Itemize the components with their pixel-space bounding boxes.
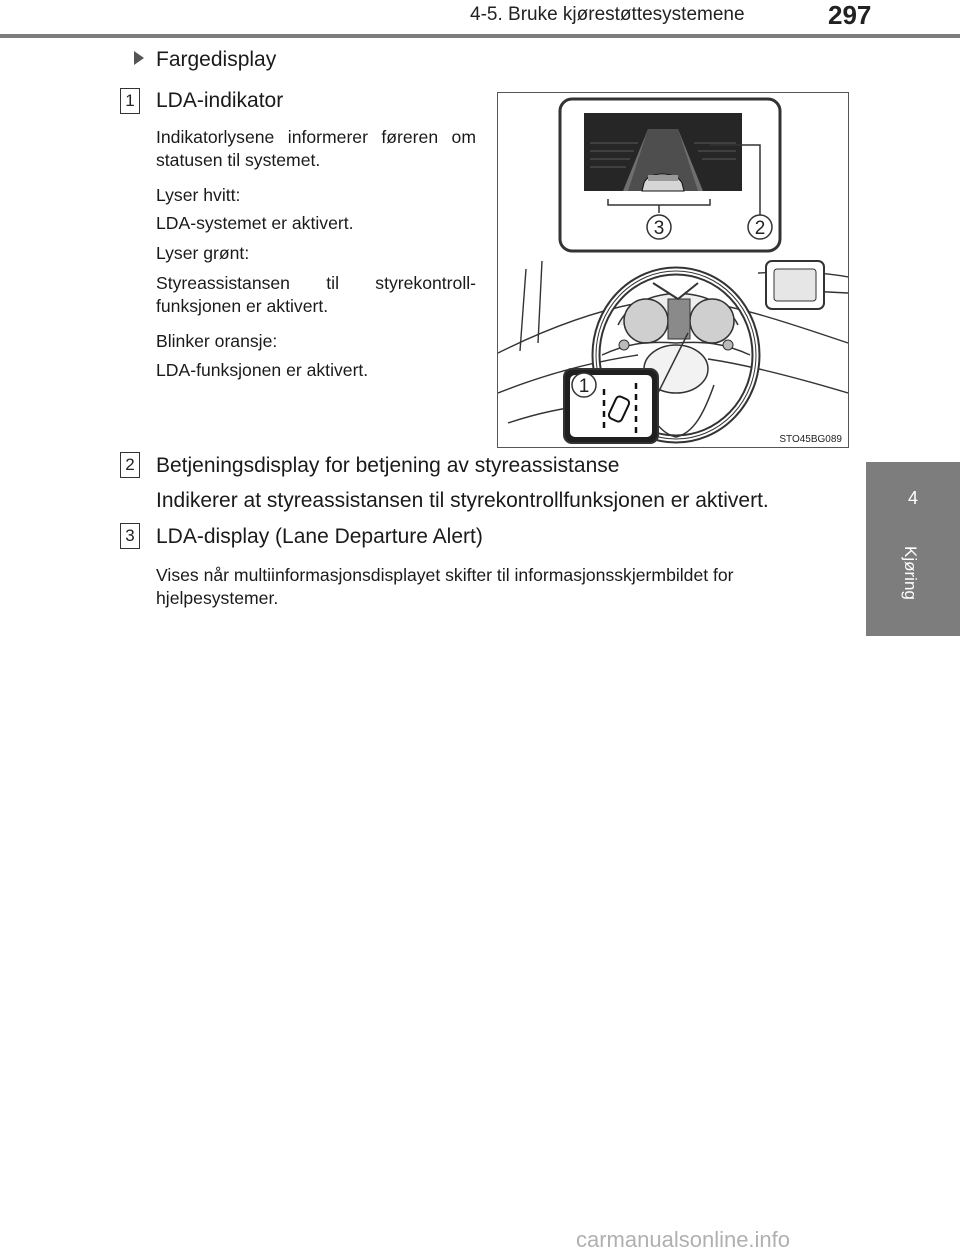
item1-paragraph-2: Lyser hvitt:: [156, 185, 241, 205]
item2-paragraph: Indikerer at styreassistansen til styrekontrollfunksjonen er aktivert.: [156, 489, 769, 512]
item-title-2: Betjeningsdisplay for betjening av styreassistanse: [156, 454, 620, 477]
item-number-3: 3: [120, 523, 140, 549]
item-number-1: 1: [120, 88, 140, 114]
callout-2-label: 2: [754, 218, 766, 239]
item1-paragraph-1: Indikatorlysene informerer føreren om statusen til systemet.: [156, 127, 476, 170]
chapter-tab: [866, 462, 960, 540]
dashboard-figure: [497, 92, 849, 448]
section-heading-text: Fargedisplay: [156, 48, 277, 71]
item1-paragraph-5: Styreassistansen til styrekontroll-funksjonen er aktivert.: [156, 273, 476, 316]
page-number: 297: [828, 0, 872, 30]
triangle-arrow-icon: [134, 51, 144, 65]
item3-paragraph: Vises når multiinformasjonsdisplayet skifter til informasjonsskjermbildet for hjelpesystemer.: [156, 565, 734, 608]
figure-code: STO45BG089: [779, 434, 842, 445]
item-title-3: LDA-display (Lane Departure Alert): [156, 525, 483, 548]
footer-watermark: carmanualsonline.info: [576, 1227, 791, 1252]
header-rule: [0, 34, 960, 38]
item1-paragraph-4: Lyser grønt:: [156, 243, 250, 263]
callout-3-label: 3: [653, 218, 665, 239]
chapter-side-strip: [866, 540, 960, 636]
item-number-2: 2: [120, 452, 140, 478]
item1-paragraph-6: Blinker oransje:: [156, 331, 278, 351]
section-heading: [134, 48, 276, 72]
item-title-1: LDA-indikator: [156, 89, 284, 112]
item1-paragraph-7: LDA-funksjonen er aktivert.: [156, 360, 369, 380]
chapter-number: 4: [907, 488, 918, 508]
header-section-title: 4-5. Bruke kjørestøttesystemene: [470, 4, 745, 25]
dashboard-illustration: [498, 93, 848, 447]
item1-paragraph-3: LDA-systemet er aktivert.: [156, 213, 354, 233]
chapter-label: Kjøring: [901, 546, 920, 600]
callout-1-label: 1: [578, 376, 590, 397]
